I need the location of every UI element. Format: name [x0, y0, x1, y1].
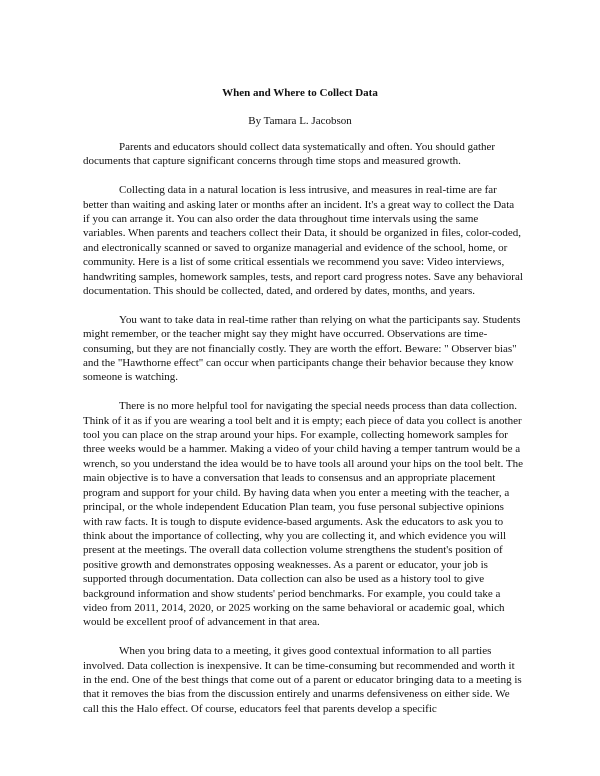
paragraph-1: Parents and educators should collect data systematically and often. You should gather documents that capture significant concerns through time stops and measured growth. — [83, 141, 496, 168]
paragraph-3: You want to take data in real-time rather than relying on what the participants say. Students might remember, or the teacher might say they might have occurred. Observations are time-consuming, but they are not financially costly. They are worth the effort. Beware: " Observer bias" and the "Hawthorne effect" can occur when participants change their behavior because they know someone is watching. — [83, 313, 521, 384]
author-byline: By Tamara L. Jacobson — [248, 115, 352, 127]
paragraph-2: Collecting data in a natural location is less intrusive, and measures in real-time are far better than waiting and asking later or months after an incident. It's a great way to collect the Data if you can arrange it. You can also order the data throughout time intervals using the same variables. When parents and teachers collect their Data, it should be organized in files, color-coded, and electronically scanned or saved to organize managerial and evidence of the school, home, or community. Here is a list of some critical essentials we recommend you save: Video interviews, handwriting samples, homework samples, tests, and report card progress notes. Save any behavioral documentation. This should be collected, dated, and ordered by dates, months, and years. — [83, 184, 523, 298]
paragraph-5: When you bring data to a meeting, it gives good contextual information to all parties involved. Data collection is inexpensive. It can be time-consuming but recommended and worth it in the end. One of the best things that come out of a parent or educator bringing data to a meeting is that it removes the bias from the discussion entirely and unarms defensiveness on either side. We call this the Halo effect. Of course, educators feel that parents develop a specific — [83, 645, 522, 715]
document-title: When and Where to Collect Data — [222, 87, 378, 99]
paragraph-4: There is no more helpful tool for navigating the special needs process than data collection. Think of it as if you are wearing a tool belt and it is empty; each piece of data you collect is another tool you can place on the strap around your hips. For example, collecting homework samples for three weeks would be a hammer. Making a video of your child having a temper tantrum would be a wrench, so you understand the idea would be to have tools all around your hips on the tool belt. The main objective is to have a conversation that leads to consensus and an appropriate placement program and support for your child. By having data when you enter a meeting with the teacher, a principal, or the whole independent Education Plan team, you fuse personal subjective opinions with raw facts. It is tough to dispute evidence-based arguments. Ask the educators to ask you to think about the importance of collecting, why you are collecting it, and which evidence you will present at the meetings. The overall data collection volume strengthens the student's position of positive growth and demonstrates opposing weaknesses. As a parent or educator, your job is supported through documentation. Data collection can also be used as a history tool to give background information and show students' period benchmarks. For example, you could take a video from 2011, 2014, 2020, or 2025 working on the same behavioral or academic goal, which would be excellent proof of advancement in that area. — [83, 400, 524, 629]
document-body — [83, 140, 523, 731]
